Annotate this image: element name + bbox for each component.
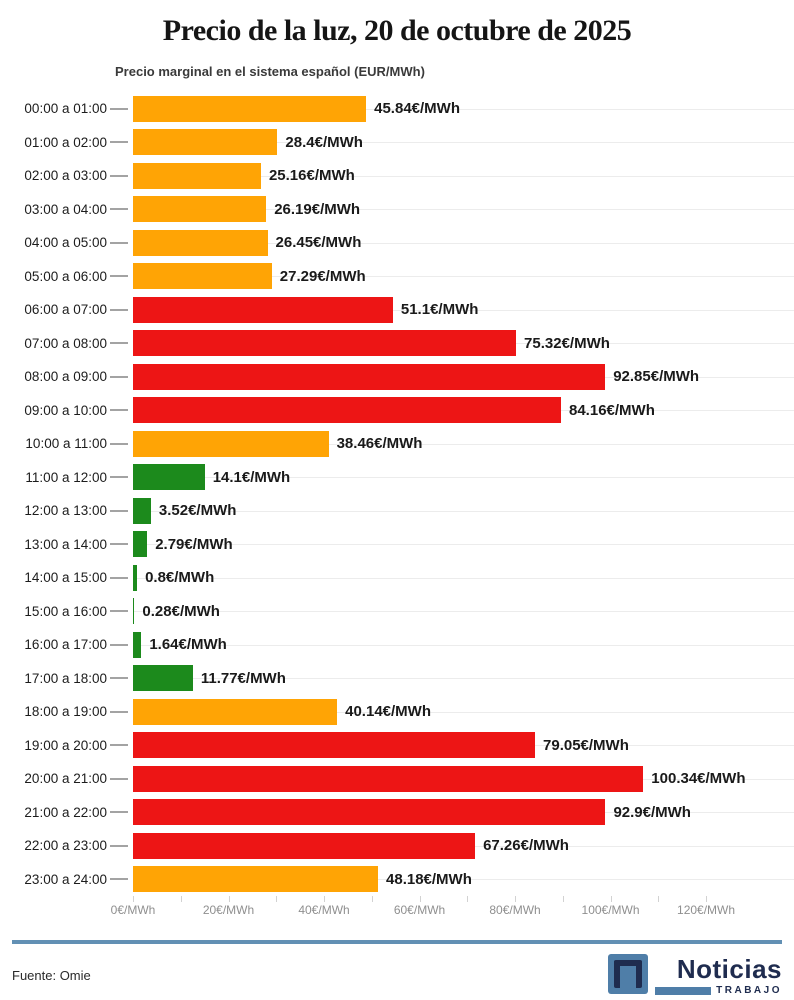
chart-row [0,695,756,729]
bar-value-label: 11.77€/MWh [200,669,286,687]
x-tick [276,896,277,902]
x-tick [181,896,182,902]
logo-underline-bar [655,987,711,995]
chart-row [0,494,756,528]
row-label: 12:00 a 13:00 [24,503,107,519]
row-plot [133,561,756,595]
row-plot [133,327,756,361]
price-bar [133,431,329,457]
row-label: 21:00 a 22:00 [24,804,107,820]
row-axis-tick [107,494,133,528]
price-bar [133,598,134,624]
x-tick [658,896,659,902]
chart-row [0,159,756,193]
bar-value-label: 14.1€/MWh [212,468,291,486]
row-plot [133,729,756,763]
price-bar [133,766,643,792]
x-tick-label: 20€/MWh [202,903,255,917]
x-tick-label: 40€/MWh [298,903,350,917]
row-plot [133,695,756,729]
bar-value-label: 27.29€/MWh [279,267,366,285]
bar-value-label: 28.4€/MWh [285,133,363,151]
x-tick [515,896,516,902]
row-label: 00:00 a 01:00 [24,101,107,117]
row-plot [133,494,756,528]
row-plot [133,394,756,428]
row-plot [133,226,756,260]
page-title: Precio de la luz, 20 de octubre de 2025 [162,14,632,47]
price-bar [133,196,266,222]
row-label: 18:00 a 19:00 [24,704,107,720]
row-axis-tick [107,561,133,595]
row-plot [133,863,756,897]
bar-value-label: 51.1€/MWh [400,301,479,319]
row-plot [133,126,756,160]
price-bar [133,364,605,390]
bar-value-label: 26.19€/MWh [274,200,361,218]
row-label: 22:00 a 23:00 [24,838,107,854]
bar-value-label: 0.28€/MWh [142,602,220,620]
price-bar [133,330,516,356]
row-plot [133,662,756,696]
row-label: 05:00 a 06:00 [24,268,107,284]
row-label: 07:00 a 08:00 [24,335,107,351]
row-axis-tick [107,695,133,729]
row-label: 06:00 a 07:00 [24,302,107,318]
bar-value-label: 75.32€/MWh [524,334,610,352]
bar-value-label: 84.16€/MWh [569,401,655,419]
row-axis-tick [107,327,133,361]
chart-row [0,796,756,830]
x-tick [706,896,707,902]
source-text: Fuente: Omie [12,967,91,983]
chart-row [0,193,756,227]
x-tick-label: 100€/MWh [581,903,640,917]
price-bar [133,96,366,122]
row-label: 14:00 a 15:00 [24,570,107,586]
row-label: 03:00 a 04:00 [24,201,107,217]
chart-row [0,327,756,361]
logo-n-icon [608,954,648,994]
row-axis-tick [107,226,133,260]
row-label: 11:00 a 12:00 [25,469,107,485]
row-axis-tick [107,796,133,830]
row-axis-tick [107,628,133,662]
row-axis-tick [107,260,133,294]
bar-value-label: 38.46€/MWh [336,435,423,453]
x-tick [563,896,564,902]
row-plot [133,293,756,327]
bar-value-label: 1.64€/MWh [149,636,227,654]
x-axis [110,896,736,922]
x-tick [324,896,325,902]
chart-row [0,829,756,863]
bar-value-label: 3.52€/MWh [158,502,237,520]
row-label: 09:00 a 10:00 [24,402,107,418]
row-axis-tick [107,762,133,796]
row-axis-tick [107,863,133,897]
chart-row [0,360,756,394]
row-label: 17:00 a 18:00 [24,670,107,686]
row-label: 20:00 a 21:00 [24,771,107,787]
row-axis-tick [107,595,133,629]
footer [12,954,782,996]
x-axis-ticks [133,896,718,902]
row-plot [133,762,756,796]
bar-value-label: 67.26€/MWh [483,837,569,855]
bar-value-label: 45.84€/MWh [374,100,460,118]
bar-value-label: 26.45€/MWh [275,234,362,252]
row-plot [133,193,756,227]
row-label: 02:00 a 03:00 [24,168,107,184]
row-plot [133,595,756,629]
price-bar [133,397,561,423]
x-tick-label: 80€/MWh [489,903,541,917]
bar-value-label: 92.9€/MWh [613,803,691,821]
price-bar [133,464,205,490]
price-bar [133,263,272,289]
x-tick [611,896,612,902]
x-tick [467,896,468,902]
row-axis-tick [107,193,133,227]
price-bar [133,799,605,825]
row-label: 10:00 a 11:00 [25,436,107,452]
row-axis-tick [107,461,133,495]
bar-value-label: 79.05€/MWh [543,736,629,754]
row-plot [133,796,756,830]
row-plot [133,461,756,495]
row-label: 01:00 a 02:00 [24,134,107,150]
bar-value-label: 25.16€/MWh [268,167,355,185]
x-tick [229,896,230,902]
price-bar [133,833,475,859]
chart-subtitle: Precio marginal en el sistema español (EUR/MWh) [115,64,425,79]
footer-divider [12,940,782,944]
x-tick-label: 0€/MWh [110,903,156,917]
row-plot [133,360,756,394]
chart-row [0,528,756,562]
chart-row [0,628,756,662]
price-bar [133,665,193,691]
x-tick [420,896,421,902]
price-bar [133,129,277,155]
price-bar [133,632,141,658]
x-tick-label: 60€/MWh [393,903,446,917]
row-axis-tick [107,159,133,193]
row-axis-tick [107,394,133,428]
row-label: 15:00 a 16:00 [24,603,107,619]
logo-subtitle: TRABAJO [716,985,782,996]
row-gridline [133,645,794,646]
logo-title: Noticias [676,954,782,984]
chart-row [0,260,756,294]
row-axis-tick [107,126,133,160]
row-axis-tick [107,528,133,562]
price-bar-chart [0,92,794,922]
x-tick-label: 120€/MWh [677,903,736,917]
row-axis-tick [107,92,133,126]
logo-text [655,954,782,996]
row-plot [133,829,756,863]
bar-value-label: 48.18€/MWh [386,870,472,888]
row-axis-tick [107,829,133,863]
row-axis-tick [107,729,133,763]
row-axis-tick [107,360,133,394]
chart-row [0,729,756,763]
row-axis-tick [107,293,133,327]
chart-row [0,92,756,126]
chart-row [0,863,756,897]
bar-value-label: 40.14€/MWh [345,703,431,721]
chart-row [0,427,756,461]
x-axis-labels [110,903,736,919]
price-bar [133,531,147,557]
row-plot [133,92,756,126]
price-bar [133,163,261,189]
row-axis-tick [107,662,133,696]
row-label: 19:00 a 20:00 [24,737,107,753]
noticias-trabajo-logo [608,954,782,996]
row-gridline [133,611,794,612]
price-bar [133,732,535,758]
logo-bottom-row [655,985,782,996]
x-tick [372,896,373,902]
row-plot [133,427,756,461]
row-plot [133,260,756,294]
chart-row [0,561,756,595]
bar-value-label: 92.85€/MWh [613,368,700,386]
price-bar [133,866,378,892]
chart-row [0,394,756,428]
row-label: 08:00 a 09:00 [24,369,107,385]
chart-row [0,461,756,495]
chart-rows [0,92,756,896]
price-bar [133,230,268,256]
logo-n-glyph [614,960,642,988]
chart-row [0,226,756,260]
bar-value-label: 100.34€/MWh [651,770,746,788]
row-plot [133,528,756,562]
bar-value-label: 0.8€/MWh [145,569,215,587]
row-plot [133,159,756,193]
chart-row [0,293,756,327]
row-label: 16:00 a 17:00 [24,637,107,653]
bar-value-label: 2.79€/MWh [155,535,233,553]
chart-row [0,595,756,629]
row-gridline [133,578,794,579]
row-label: 04:00 a 05:00 [24,235,107,251]
price-bar [133,565,137,591]
row-plot [133,628,756,662]
price-bar [133,699,337,725]
x-tick [133,896,134,902]
row-label: 13:00 a 14:00 [24,536,107,552]
chart-row [0,662,756,696]
chart-row [0,762,756,796]
price-bar [133,498,151,524]
row-label: 23:00 a 24:00 [24,871,107,887]
row-axis-tick [107,427,133,461]
chart-row [0,126,756,160]
price-bar [133,297,393,323]
